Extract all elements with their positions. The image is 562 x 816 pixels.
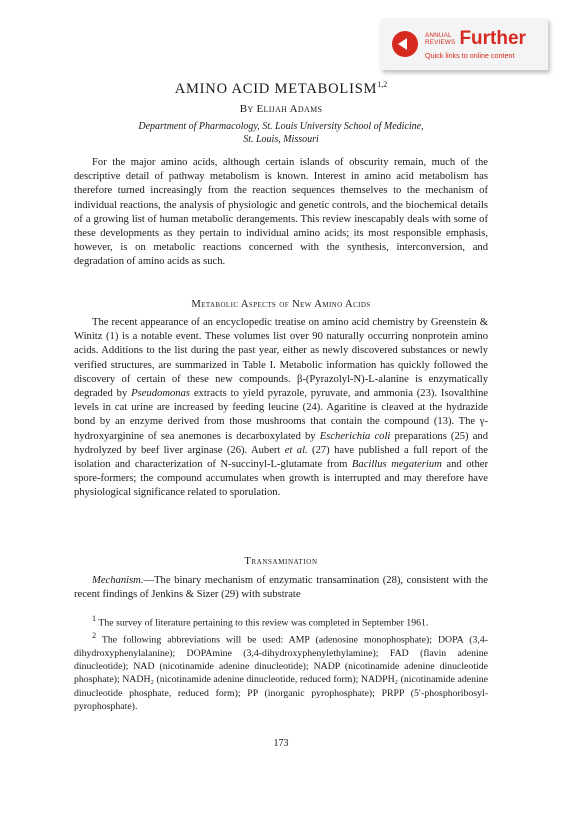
taxon-pseudomonas: Pseudomonas xyxy=(131,388,190,400)
article-title xyxy=(0,80,562,98)
footnote-2-mark: 2 xyxy=(92,631,97,641)
footnotes xyxy=(74,612,488,713)
run-in-heading-mechanism: Mechanism. xyxy=(92,575,144,586)
intro-paragraph: For the major amino acids, although certain islands of obscurity remain, much of the descriptive detail of pathway metabolism is known. Interest in amino acid metabolism has therefore turned increasingly from the reaction sequences themselves to the mechanism of individual reactions, the analysis of physiologic and genetic controls, and the biochemical details of a growing list of human metabolic derangements. This review inescapably deals with some of these developments as they pertain to individual amino acids; its most responsible emphasis, however, is on metabolic reactions concerned with the synthesis, interconversion, and degradation of amino acids as such. xyxy=(74,157,488,268)
section-heading-transamination: Transamination xyxy=(244,556,318,567)
footnote-1-mark: 1 xyxy=(92,614,97,623)
footnote-2 xyxy=(74,629,488,712)
author-affiliation xyxy=(0,120,562,146)
page-number: 173 xyxy=(273,738,289,749)
section-heading-new-amino-acids: Metabolic Aspects of New Amino Acids xyxy=(191,299,371,310)
article-title-text: AMINO ACID METABOLISM xyxy=(174,80,378,97)
taxon-escherichia-coli: Escherichia coli xyxy=(319,430,391,442)
affiliation-line-1: Department of Pharmacology, St. Louis University School of Medicine, xyxy=(138,121,424,132)
new-amino-acids-paragraph xyxy=(74,316,488,501)
affiliation-line-2: St. Louis, Missouri xyxy=(243,134,319,145)
transamination-paragraph xyxy=(74,574,488,602)
further-badge[interactable] xyxy=(380,18,548,70)
title-footnote-marks: 1,2 xyxy=(377,80,388,89)
text-run: extracts to yield pyrazole, pyruvate, and ammonia (23). Isovalthine levels in cat urine are increased by feeding leucine (24). Agaritine is cleaved at the hydrazide bond by an enzyme derived from those mushrooms that contain the compound (13). The γ-hydroxyarginine of sea anemones is decarboxylated by xyxy=(74,388,488,442)
footnote-2-text: The following abbreviations will be used: AMP (adenosine monophosphate); DOPA (3,4-dihydroxyphenylalanine); DOPAmine (3,4-dihydroxyphenylethylamine); FAD (flavin adenine dinucleotide); NAD (nicotinamide adenine dinucleotide); NADP (nicotinamide adenine dinucleotide phosphate); NADH₂ (nicotinamide adenine dinucleotide, reduced form); NADPH₂ (nicotinamide adenine dinucleotide phosphate, reduced form); PP (inorganic pyrophosphate); PRPP (5′-phosphoribosyl-pyrophosphate). xyxy=(74,634,488,712)
intro-section xyxy=(74,156,488,270)
badge-annual: ANNUAL xyxy=(425,31,452,39)
section-new-amino-acids xyxy=(74,316,488,501)
text-run: The recent appearance of an encyclopedic treatise on amino acid chemistry by Greenstein & Winitz (1) is a notable event. These volumes list over 90 naturally occurring nonprotein amino acids. Additions to the list during the past year, either as newly discovered substances or newly verified structures, are summarized in Table I. Metabolic information has quickly followed the discovery of certain of these new compounds. β-(Pyrazolyl-N)-L-alanine is enzymatically degraded by xyxy=(74,317,488,400)
et-al: et al. xyxy=(284,444,308,456)
footnote-1-text: The survey of literature pertaining to this review was completed in September 1961. xyxy=(96,617,429,629)
section-transamination xyxy=(74,574,488,602)
badge-reviews: REVIEWS xyxy=(425,38,456,46)
badge-text xyxy=(425,29,526,60)
author-byline: By Elijah Adams xyxy=(239,103,323,115)
badge-tagline: Quick links to online content xyxy=(425,50,515,60)
text-run: —The binary mechanism of enzymatic transamination (28), consistent with the recent findings of Jenkins & Sizer (29) with substrate xyxy=(74,575,488,601)
text-run: (27) have published a full report of the isolation and characterization of N-succinyl-L-glutamate from xyxy=(74,444,488,471)
footnote-1 xyxy=(74,612,488,629)
text-run: and other spore-formers; the compound accumulates when growth is interrupted and may therefore have physiological significance related to sporulation. xyxy=(74,459,488,499)
text-run: preparations (25) and hydrolyzed by beef liver arginase (26). Aubert xyxy=(74,430,488,456)
taxon-bacillus-megaterium: Bacillus megaterium xyxy=(351,459,442,471)
play-back-icon[interactable] xyxy=(392,31,418,57)
badge-brand: Further xyxy=(459,27,526,49)
